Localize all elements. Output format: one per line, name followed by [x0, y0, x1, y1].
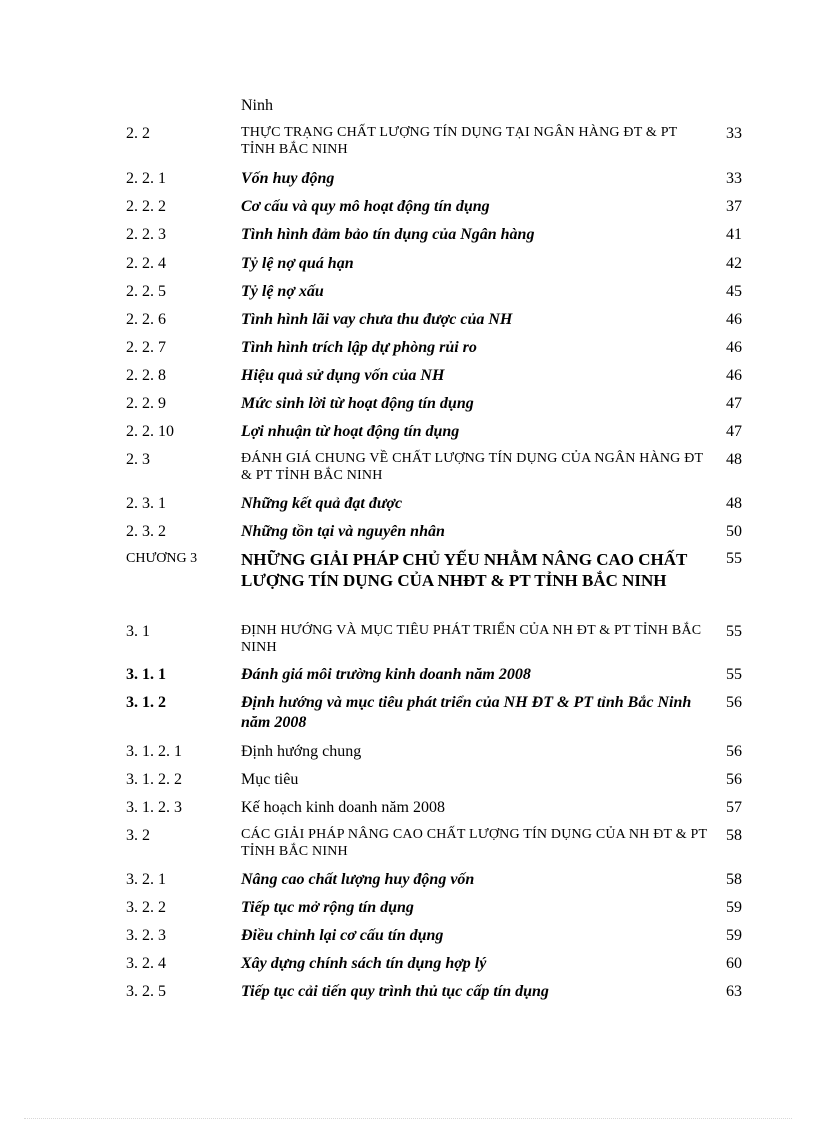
page-bottom-divider [24, 1118, 792, 1119]
toc-page: 56 [726, 743, 742, 760]
toc-title: ĐÁNH GIÁ CHUNG VỀ CHẤT LƯỢNG TÍN DỤNG CỦA NGÂN HÀNG ĐT & PT TỈNH BẮC NINH [241, 451, 704, 483]
toc-page: 50 [726, 523, 742, 540]
toc-page: 58 [726, 827, 742, 844]
toc-page: 59 [726, 899, 742, 916]
toc-number: 3. 2. 4 [126, 955, 166, 972]
toc-title: Mục tiêu [241, 771, 299, 788]
toc-page: 45 [726, 283, 742, 300]
toc-page: 46 [726, 367, 742, 384]
toc-number: 2. 3. 1 [126, 495, 166, 512]
toc-number: 3. 2 [126, 827, 150, 844]
toc-title: Xây dựng chính sách tín dụng hợp lý [241, 955, 487, 972]
toc-page: 47 [726, 423, 742, 440]
toc-number: 3. 1. 1 [126, 666, 166, 683]
toc-number: 2. 2 [126, 125, 150, 142]
toc-page: 55 [726, 666, 742, 683]
toc-number: 3. 1. 2 [126, 694, 166, 711]
toc-page: 60 [726, 955, 742, 972]
toc-title: Mức sinh lời từ hoạt động tín dụng [241, 395, 474, 412]
toc-page: 33 [726, 170, 742, 187]
toc-page: 55 [726, 550, 742, 567]
toc-page: 55 [726, 623, 742, 640]
toc-number: 3. 2. 3 [126, 927, 166, 944]
toc-title: Tỷ lệ nợ xấu [241, 283, 324, 300]
toc-page: 48 [726, 495, 742, 512]
toc-page: 42 [726, 255, 742, 272]
toc-page: 33 [726, 125, 742, 142]
toc-page: 41 [726, 226, 742, 243]
toc-title: Tình hình đảm bảo tín dụng của Ngân hàng [241, 226, 535, 243]
toc-page: 46 [726, 311, 742, 328]
toc-title: Hiệu quả sử dụng vốn của NH [241, 367, 445, 384]
toc-title: Tiếp tục cải tiến quy trình thủ tục cấp tín dụng [241, 983, 549, 1000]
toc-number: 3. 1. 2. 2 [126, 771, 182, 788]
toc-number: 2. 2. 2 [126, 198, 166, 215]
toc-title: Tỷ lệ nợ quá hạn [241, 255, 354, 272]
toc-number: 2. 2. 3 [126, 226, 166, 243]
toc-number: 2. 2. 9 [126, 395, 166, 412]
toc-page: 56 [726, 771, 742, 788]
toc-number: 3. 2. 2 [126, 899, 166, 916]
toc-number: 3. 1. 2. 3 [126, 799, 182, 816]
toc-title: Điều chỉnh lại cơ cấu tín dụng [241, 927, 444, 944]
toc-title: ĐỊNH HƯỚNG VÀ MỤC TIÊU PHÁT TRIỂN CỦA NH ĐT & PT TỈNH BẮC NINH [241, 623, 702, 655]
toc-number: 3. 2. 5 [126, 983, 166, 1000]
toc-number: 2. 2. 6 [126, 311, 166, 328]
toc-title: CÁC GIẢI PHÁP NÂNG CAO CHẤT LƯỢNG TÍN DỤNG CỦA NH ĐT & PT TỈNH BẮC NINH [241, 827, 708, 859]
toc-number: 2. 3 [126, 451, 150, 468]
toc-number: 3. 1 [126, 623, 150, 640]
toc-title: Những kết quả đạt được [241, 495, 403, 512]
toc-title: Tình hình trích lập dự phòng rủi ro [241, 339, 477, 356]
toc-title: Ninh [241, 97, 273, 114]
toc-page: 37 [726, 198, 742, 215]
toc-number: 2. 2. 4 [126, 255, 166, 272]
toc-page: 48 [726, 451, 742, 468]
toc-title: Định hướng và mục tiêu phát triển của NH ĐT & PT tỉnh Bắc Ninh năm 2008 [241, 694, 692, 731]
toc-number: 2. 2. 1 [126, 170, 166, 187]
toc-title: THỰC TRẠNG CHẤT LƯỢNG TÍN DỤNG TẠI NGÂN HÀNG ĐT & PT TỈNH BẮC NINH [241, 125, 678, 157]
toc-title: Những tồn tại và nguyên nhân [241, 523, 445, 540]
toc-title: Lợi nhuận từ hoạt động tín dụng [241, 423, 460, 440]
toc-number: 2. 2. 7 [126, 339, 166, 356]
toc-page: 63 [726, 983, 742, 1000]
toc-title: Vốn huy động [241, 170, 335, 187]
toc-number: CHƯƠNG 3 [126, 551, 198, 566]
toc-title: Kế hoạch kinh doanh năm 2008 [241, 799, 445, 816]
toc-number: 3. 2. 1 [126, 871, 166, 888]
toc-title: Tiếp tục mở rộng tín dụng [241, 899, 414, 916]
toc-number: 2. 2. 10 [126, 423, 174, 440]
toc-page: 56 [726, 694, 742, 711]
toc-number: 2. 2. 5 [126, 283, 166, 300]
toc-page: 57 [726, 799, 742, 816]
toc-number: 2. 3. 2 [126, 523, 166, 540]
toc-title: Đánh giá môi trường kinh doanh năm 2008 [241, 666, 531, 683]
toc-page: 46 [726, 339, 742, 356]
toc-number: 3. 1. 2. 1 [126, 743, 182, 760]
toc-page: 47 [726, 395, 742, 412]
toc-page: 58 [726, 871, 742, 888]
toc-title: Nâng cao chất lượng huy động vốn [241, 871, 475, 888]
toc-title: Tình hình lãi vay chưa thu được của NH [241, 311, 513, 328]
toc-title: Định hướng chung [241, 743, 362, 760]
toc-page: 59 [726, 927, 742, 944]
toc-title: NHỮNG GIẢI PHÁP CHỦ YẾU NHẰM NÂNG CAO CHẤT LƯỢNG TÍN DỤNG CỦA NHĐT & PT TỈNH BẮC NINH [241, 550, 688, 590]
toc-title: Cơ cấu và quy mô hoạt động tín dụng [241, 198, 490, 215]
toc-number: 2. 2. 8 [126, 367, 166, 384]
